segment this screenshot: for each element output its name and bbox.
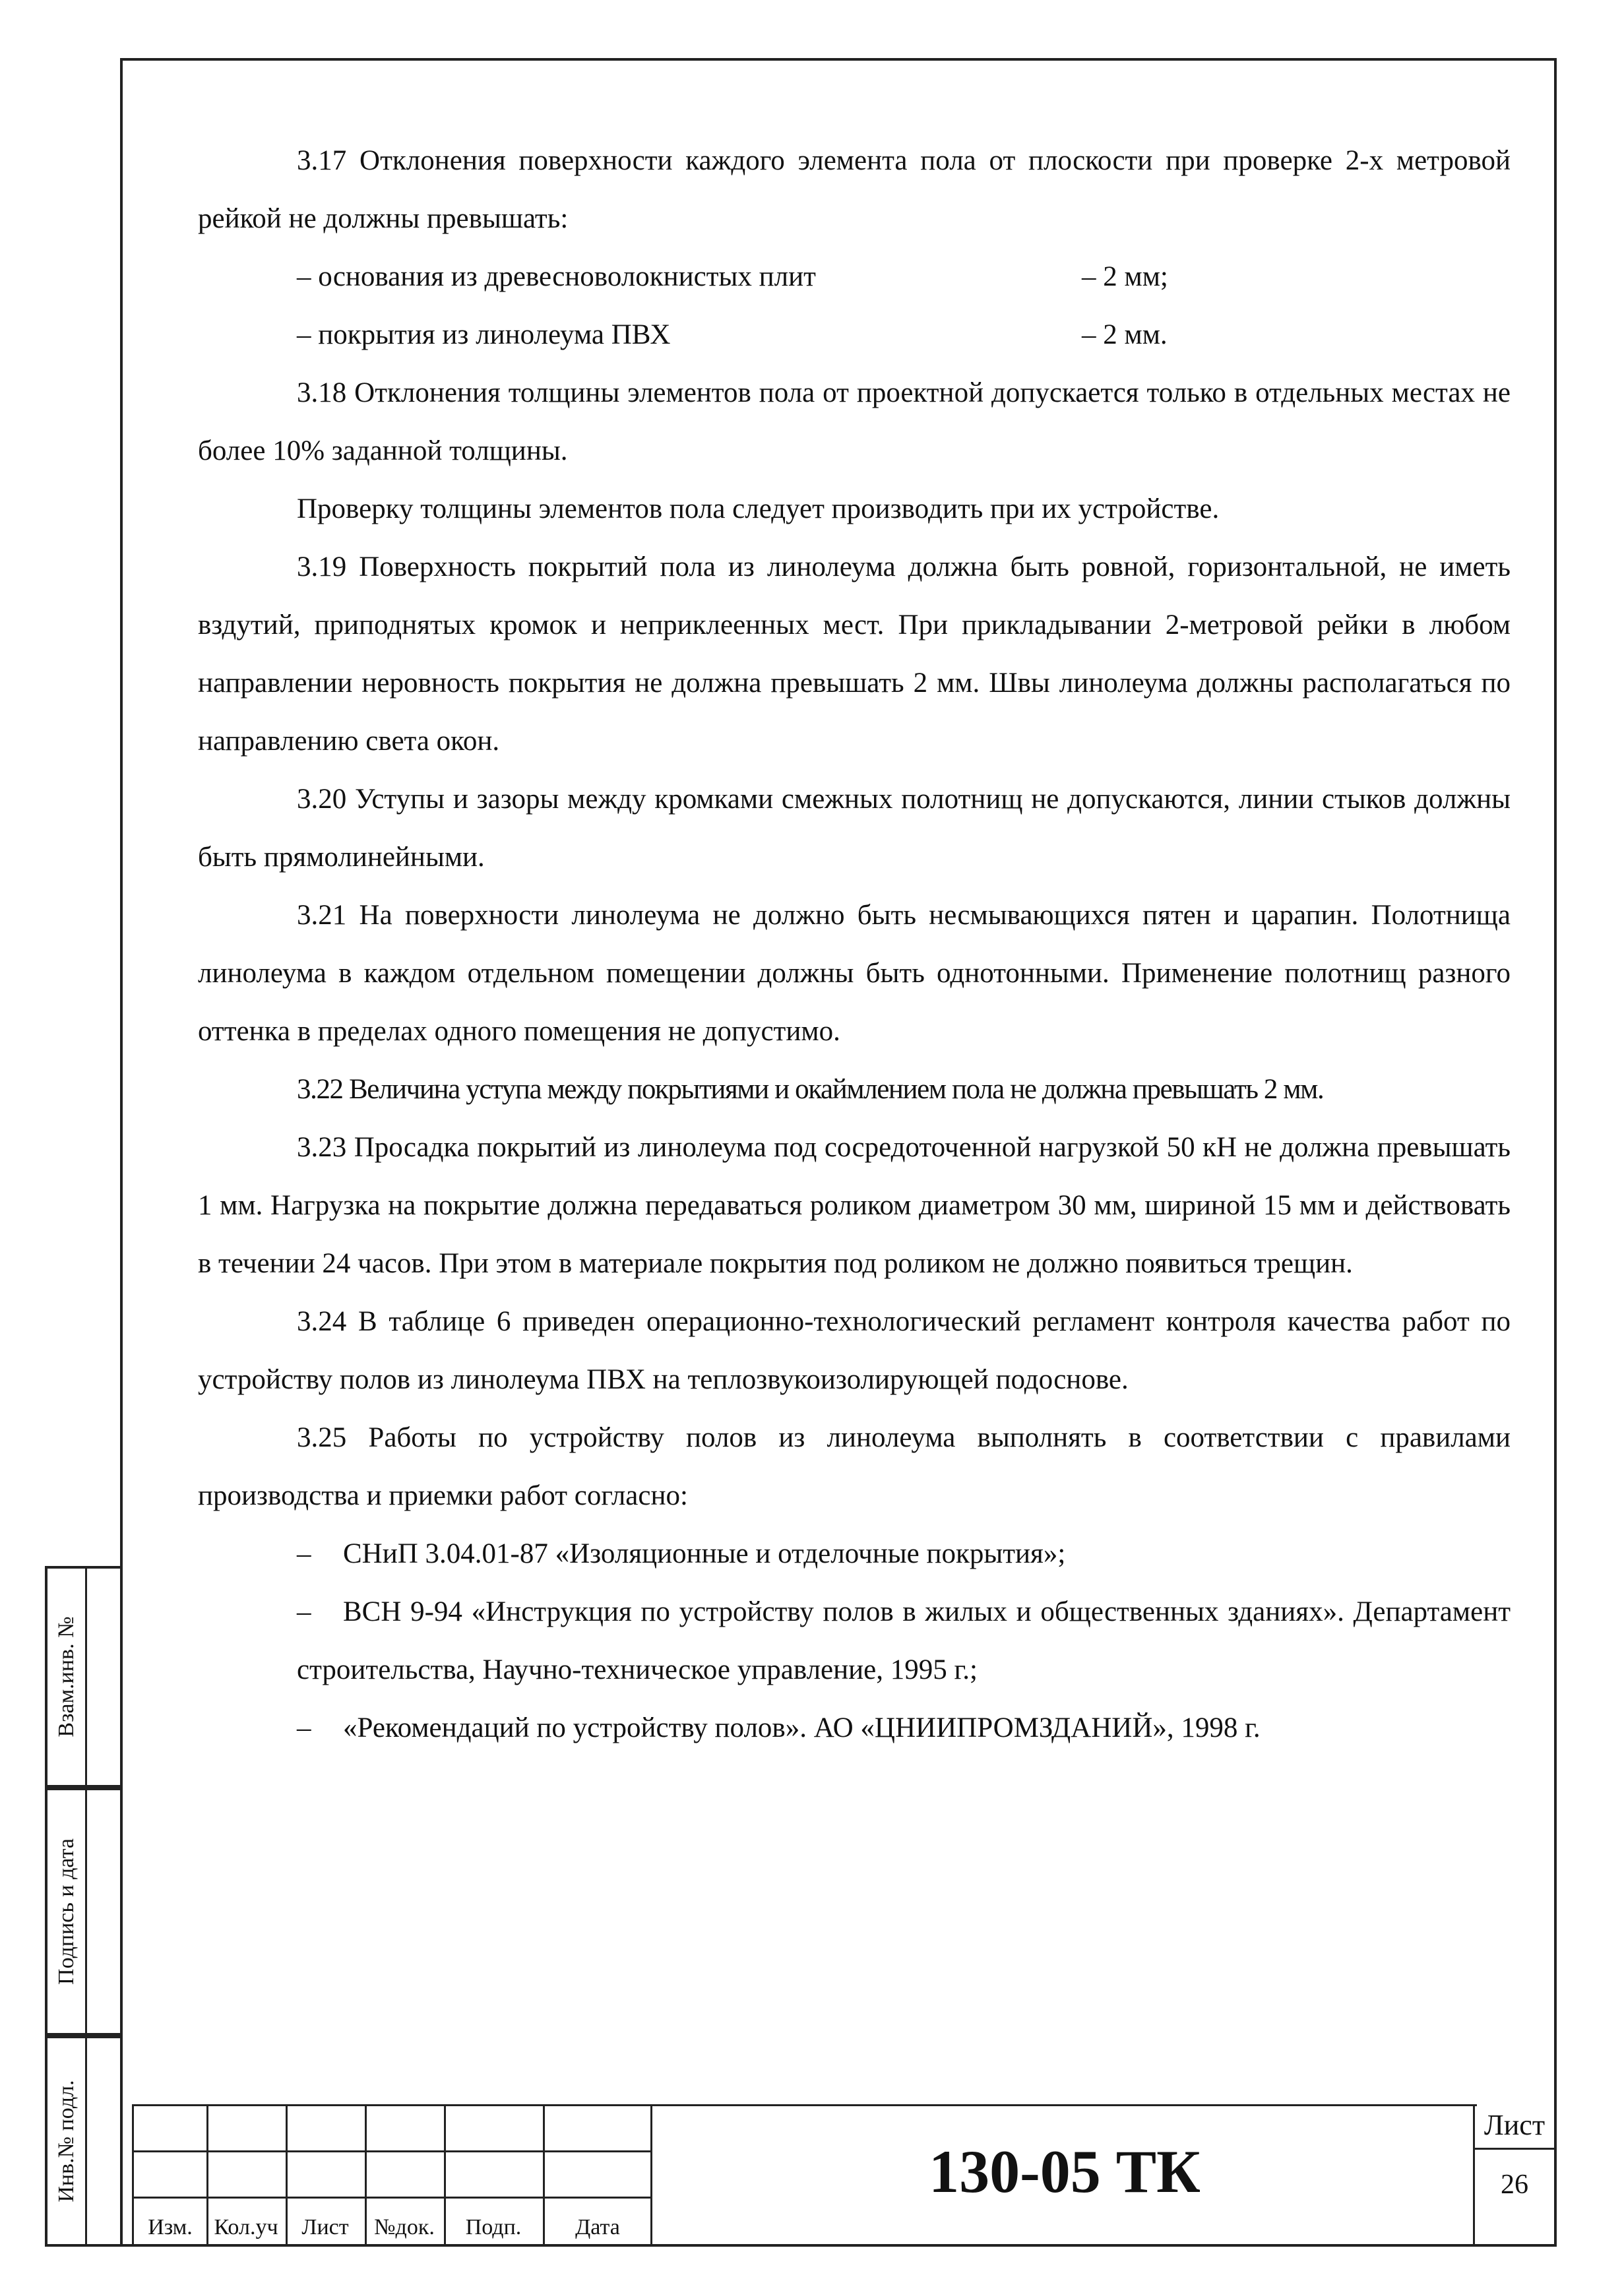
revision-table — [132, 2104, 652, 2244]
paragraph-3-19: 3.19 Поверхность покрытий пола из линолеума должна быть ровной, горизонтальной, не иметь вздутий, приподнятых кромок и неприклеенных мест. При прикладывании 2-метровой рейки в любом направлении неровность покрытия не должна превышать 2 мм. Швы линолеума должны располагаться по направлению света окон. — [198, 551, 1511, 757]
side-label-inv: Инв.№ подл. — [54, 2080, 78, 2203]
reference-text: «Рекомендаций по устройству полов». АО «ЦНИИПРОМЗДАНИЙ», 1998 г. — [343, 1712, 1261, 1743]
column-list: Лист — [301, 2215, 349, 2239]
title-block — [132, 2104, 1554, 2244]
document-body — [198, 132, 1511, 1757]
side-label-vzam: Взам.инв. № — [54, 1616, 78, 1737]
dash-marker: – — [297, 1596, 311, 1627]
reference-text: СНиП 3.04.01-87 «Изоляционные и отделочные покрытия»; — [343, 1538, 1066, 1569]
side-stamp-vzam — [45, 1566, 120, 1788]
paragraph-3-17: 3.17 Отклонения поверхности каждого элемента пола от плоскости при проверке 2-х метровой рейкой не должны превышать: — [198, 145, 1511, 234]
column-izm: Изм. — [148, 2215, 193, 2239]
paragraph-3-24: 3.24 В таблице 6 приведен операционно-технологический регламент контроля качества работ по устройству полов из линолеума ПВХ на теплозвукоизолирующей подоснове. — [198, 1306, 1511, 1395]
document-code-cell — [650, 2104, 1477, 2246]
paragraph-3-18: 3.18 Отклонения толщины элементов пола от проектной допускается только в отдельных местах не более 10% заданной толщины. — [198, 377, 1511, 466]
paragraph-3-18-note: Проверку толщины элементов пола следует производить при их устройстве. — [297, 493, 1220, 524]
reference-item — [198, 1583, 1511, 1699]
column-kol-uch: Кол.уч — [214, 2215, 278, 2239]
list-item — [198, 248, 1511, 306]
side-stamp-podpis — [45, 1788, 120, 2036]
reference-item — [198, 1699, 1511, 1757]
sheet-number: 26 — [1501, 2170, 1528, 2200]
dash-marker: – — [297, 1712, 311, 1743]
reference-item — [198, 1525, 1511, 1583]
list-item — [198, 306, 1511, 364]
reference-text: ВСН 9-94 «Инструкция по устройству полов в жилых и общественных зданиях». Департамент строительства, Научно-техническое управление, 1995 г.; — [297, 1596, 1511, 1685]
dash-marker: – — [297, 1538, 311, 1569]
column-data: Дата — [575, 2215, 620, 2239]
paragraph-3-20: 3.20 Уступы и зазоры между кромками смежных полотнищ не допускаются, линии стыков должны быть прямолинейными. — [198, 784, 1511, 873]
document-code: 130-05 ТК — [929, 2138, 1201, 2205]
side-label-podpis: Подпись и дата — [54, 1838, 78, 1985]
side-stamp-inv — [45, 2036, 120, 2247]
sheet-label: Лист — [1483, 2109, 1546, 2141]
list-item-label: – покрытия из линолеума ПВХ — [297, 319, 671, 350]
paragraph-3-22: 3.22 Величина уступа между покрытиями и окаймлением пола не должна превышать 2 мм. — [297, 1074, 1324, 1105]
column-ndok: №док. — [374, 2215, 435, 2239]
paragraph-3-25: 3.25 Работы по устройству полов из линолеума выполнять в соответствии с правилами производства и приемки работ согласно: — [198, 1422, 1511, 1511]
column-podp: Подп. — [465, 2215, 522, 2239]
list-item-value: – 2 мм. — [1082, 319, 1168, 350]
list-item-label: – основания из древесноволокнистых плит — [297, 261, 816, 292]
sheet-cell — [1473, 2104, 1554, 2244]
list-item-value: – 2 мм; — [1082, 261, 1168, 292]
paragraph-3-23: 3.23 Просадка покрытий из линолеума под сосредоточенной нагрузкой 50 кН не должна превышать 1 мм. Нагрузка на покрытие должна передаваться роликом диаметром 30 мм, шириной 15 мм и действовать в течении 24 часов. При этом в материале покрытия под роликом не должно появиться трещин. — [198, 1132, 1511, 1279]
paragraph-3-21: 3.21 На поверхности линолеума не должно быть несмывающихся пятен и царапин. Полотнища линолеума в каждом отдельном помещении должны быть однотонными. Применение полотнищ разного оттенка в пределах одного помещения не допустимо. — [198, 900, 1511, 1047]
